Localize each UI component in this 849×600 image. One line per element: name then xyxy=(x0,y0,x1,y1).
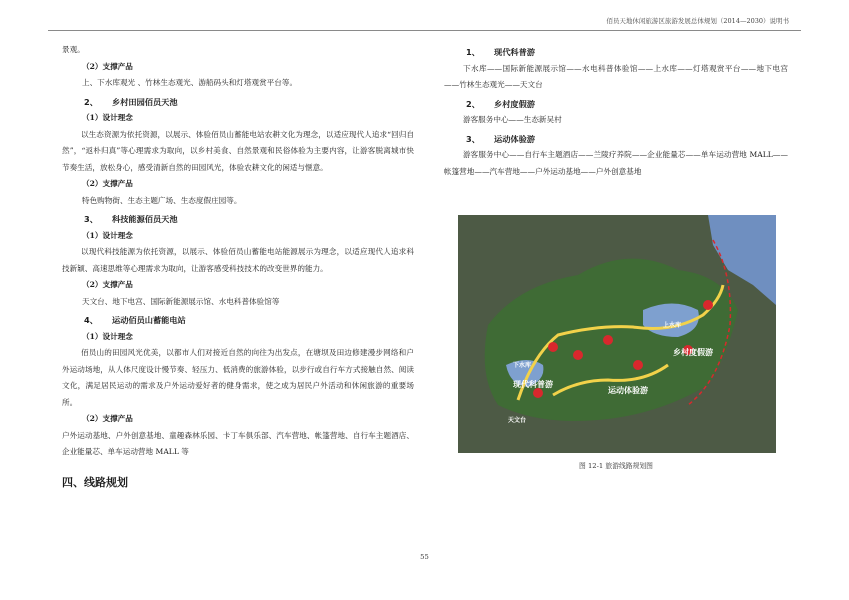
route-1-heading xyxy=(444,44,788,61)
route-1-title: 现代科普游 xyxy=(494,47,535,57)
section-title-route-planning: 四、线路规划 xyxy=(62,475,128,489)
figure-caption: 图 12-1 旅游线路规划图 xyxy=(579,462,653,470)
route-3-number: 3、 xyxy=(466,133,480,144)
route-2-title: 乡村度假游 xyxy=(494,98,535,109)
poi-marker xyxy=(703,300,713,310)
poi-marker xyxy=(548,342,558,352)
route-1-text: 下水库——国际新能源展示馆——水电科普体验馆——上水库——灯塔观赏平台——地下电宫——竹林生态观光——天文台 xyxy=(444,63,788,89)
poi-marker xyxy=(533,388,543,398)
left-column xyxy=(62,42,414,491)
route-planning-map xyxy=(458,215,776,453)
s4-product-label: （2）支撑产品 xyxy=(82,414,133,423)
s2-product-text: 特色购物街、生态主题广场、生态度假庄园等。 xyxy=(82,195,242,205)
s2-product-label: （2）支撑产品 xyxy=(82,179,133,188)
map-illustration xyxy=(458,215,776,453)
poi-marker xyxy=(603,335,613,345)
map-label-upper-reservoir: 上水库 xyxy=(663,322,682,329)
s4-concept-label: （1）设计理念 xyxy=(82,331,133,341)
s3-product-text: 天文台、地下电宫、国际新能源展示馆、水电科普体验馆等 xyxy=(82,296,280,306)
header-title: 佰员天地休闲旅游区旅游发展总体规划（2014—2030）说明书 xyxy=(606,17,789,25)
poi-marker xyxy=(573,350,583,360)
section-2-title: 乡村田园佰员天池 xyxy=(112,96,178,107)
map-label-tianwentai: 天文台 xyxy=(508,417,527,424)
section-3-title: 科技能源佰员天池 xyxy=(112,214,178,224)
section-3-number: 3、 xyxy=(84,214,98,224)
section-2-number: 2、 xyxy=(84,96,98,107)
map-label-lower-reservoir: 下水库 xyxy=(513,362,532,369)
s4-concept-text: 佰员山的田园风光优美，以都市人们对接近自然的向往为出发点，在塘坝及田边修建漫步网络和户外运动场地，从人体尺度设计慢节奏、轻压力、低消费的旅游体验，以步行或自行车方式接触自然、阅读文化，满足居民运动的需求及户外运动爱好者的健身需求，使之成为居民户外活动和休闲旅游的重要场所。 xyxy=(62,348,414,407)
map-label-yundong: 运动体验游 xyxy=(608,386,648,395)
section-3-heading xyxy=(62,211,414,228)
route-2-heading xyxy=(444,96,788,113)
s4-product-text: 户外运动基地、户外创意基地、童趣森林乐园、卡丁车俱乐部、汽车营地、帐篷营地、自行车主题酒店、企业能量芯、单车运动营地 MALL 等 xyxy=(62,430,414,456)
route-1-number: 1、 xyxy=(466,47,480,57)
route-2-text: 游客服务中心——生态新吴村 xyxy=(463,115,562,124)
map-label-dujia: 乡村度假游 xyxy=(673,348,713,357)
poi-marker xyxy=(633,360,643,370)
right-column xyxy=(444,42,788,180)
route-3-title: 运动体验游 xyxy=(494,133,535,144)
section-4-number: 4、 xyxy=(84,315,98,325)
s1-product-label: （2）支撑产品 xyxy=(82,61,133,71)
route-2-number: 2、 xyxy=(466,98,480,109)
section-2-heading xyxy=(62,94,414,111)
route-3-heading xyxy=(444,131,788,148)
route-3-text: 游客服务中心——自行车主题酒店——兰陵疗养院——企业能量芯——单车运动营地 MALL——帐篷营地——汽车营地——户外运动基地——户外创意基地 xyxy=(444,150,788,176)
s3-concept-text: 以现代科技能源为依托资源，以展示、体验佰员山蓄能电站能源展示为理念，以适应现代人追求科技新颖、高速思维等心理需求为取向，让游客感受科技技术的改变世界的能力。 xyxy=(62,247,414,273)
section-4-heading xyxy=(62,312,414,329)
intro-text: 景观。 xyxy=(62,45,85,54)
map-label-kepu: 现代科普游 xyxy=(513,380,553,389)
page-number: 55 xyxy=(420,553,429,561)
s2-concept-text: 以生态资源为依托资源，以展示、体验佰员山蓄能电站农耕文化为理念，以适应现代人追求“回归自然”，“返朴归真”等心理需求为取向，以乡村美食、自然景观和民俗体验为主要内容，让游客脱离城市快节奏生活，放松身心，感受清新自然的田园风光，体验农耕文化的闲适与惬意。 xyxy=(62,129,414,172)
section-4-title: 运动佰员山蓄能电站 xyxy=(112,315,186,325)
s3-concept-label: （1）设计理念 xyxy=(82,230,133,240)
s3-product-label: （2）支撑产品 xyxy=(82,280,133,289)
header-rule xyxy=(48,30,801,31)
s2-concept-label: （1）设计理念 xyxy=(82,113,133,122)
s1-product-text: 上、下水库观光 、竹林生态观光、游船码头和灯塔观赏平台等。 xyxy=(82,78,298,87)
